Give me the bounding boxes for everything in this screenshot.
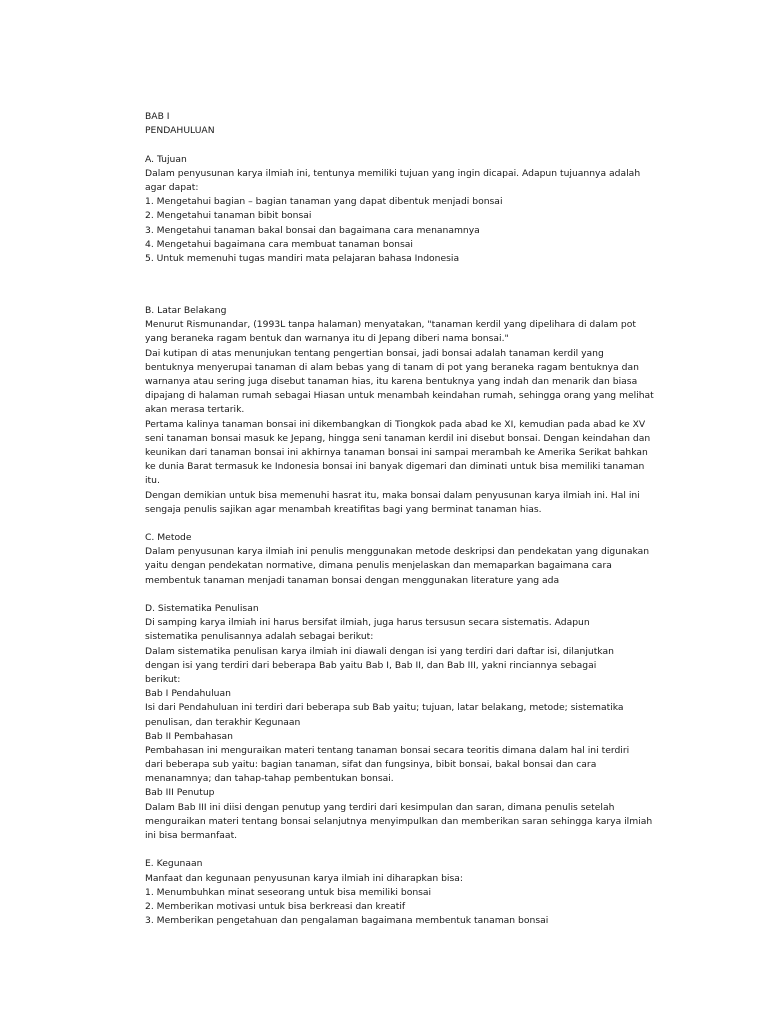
section-metode (145, 531, 665, 588)
section-tujuan (145, 153, 665, 267)
section-latar-belakang (145, 304, 665, 517)
spacer (145, 517, 665, 531)
section-sistematika (145, 602, 665, 843)
paragraph-line: menguraikan materi tentang bonsai selanjutnya menyimpulkan dan memberikan saran sehingga karya ilmiah (145, 815, 653, 827)
paragraph-line: itu. (145, 475, 160, 487)
section-kegunaan (145, 857, 665, 928)
paragraph-line: Dalam Bab III ini diisi dengan penutup yang terdiri dari kesimpulan dan saran, dimana penulis setelah (145, 801, 615, 813)
list-item: 3. Mengetahui tanaman bakal bonsai dan bagaimana cara menanamnya (145, 224, 480, 236)
paragraph-line: yang beraneka ragam bentuk dan warnanya itu di Jepang diberi nama bonsai." (145, 333, 509, 345)
paragraph-line: Manfaat dan kegunaan penyusunan karya ilmiah ini diharapkan bisa: (145, 872, 463, 884)
paragraph-line: ke dunia Barat termasuk ke Indonesia bonsai ini banyak digemari dan diminati untuk bisa memiliki tanaman (145, 461, 645, 473)
section-heading: A. Tujuan (145, 153, 187, 165)
list-item: 1. Menumbuhkan minat seseorang untuk bisa memiliki bonsai (145, 886, 432, 898)
paragraph-line: Dengan demikian untuk bisa memenuhi hasrat itu, maka bonsai dalam penyusunan karya ilmiah ini. Hal ini (145, 489, 640, 501)
chapter-title: PENDAHULUAN (145, 125, 215, 137)
paragraph-line: berikut: (145, 673, 181, 685)
document-page (145, 110, 665, 928)
paragraph-line: bentuknya menyerupai tanaman di alam bebas yang di tanam di pot yang beraneka ragam bentuknya dan (145, 361, 639, 373)
chapter-number: BAB I (145, 111, 170, 122)
section-heading: E. Kegunaan (145, 858, 203, 870)
paragraph-line: Menurut Rismunandar, (1993L tanpa halaman) menyatakan, "tanaman kerdil yang dipelihara di dalam pot (145, 319, 636, 331)
list-item: 1. Mengetahui bagian – bagian tanaman yang dapat dibentuk menjadi bonsai (145, 196, 503, 208)
paragraph-line: Isi dari Pendahuluan ini terdiri dari beberapa sub Bab yaitu; tujuan, latar belakang, metode; sistematika (145, 702, 624, 714)
list-item: 3. Memberikan pengetahuan dan pengalaman bagaimana membentuk tanaman bonsai (145, 915, 549, 927)
list-item: 4. Mengetahui bagaimana cara membuat tanaman bonsai (145, 238, 413, 250)
subheading-bab-3: Bab III Penutup (145, 787, 215, 799)
paragraph-line: sistematika penulisannya adalah sebagai berikut: (145, 631, 374, 643)
paragraph-line: keunikan dari tanaman bonsai ini akhirnya tanaman bonsai ini sampai merambah ke Amerika Serikat bahkan (145, 446, 648, 458)
spacer (145, 138, 665, 152)
paragraph-line: yaitu dengan pendekatan normative, dimana penulis menjelaskan dan memaparkan bagaimana cara (145, 560, 612, 572)
section-heading: C. Metode (145, 532, 192, 544)
paragraph-line: Dai kutipan di atas menunjukan tentang pengertian bonsai, jadi bonsai adalah tanaman kerdil yang (145, 347, 604, 359)
subheading-bab-2: Bab II Pembahasan (145, 730, 233, 742)
list-item: 5. Untuk memenuhi tugas mandiri mata pelajaran bahasa Indonesia (145, 252, 460, 264)
paragraph-line: dipajang di halaman rumah sebagai Hiasan untuk menambah keindahan rumah, sehingga orang yang melihat (145, 390, 654, 402)
paragraph-line: sengaja penulis sajikan agar menambah kreatifitas bagi yang berminat tanaman hias. (145, 503, 542, 515)
list-item: 2. Mengetahui tanaman bibit bonsai (145, 210, 312, 222)
list-item: 2. Memberikan motivasi untuk bisa berkreasi dan kreatif (145, 900, 406, 912)
spacer (145, 266, 665, 304)
paragraph-line: menanamnya; dan tahap-tahap pembentukan bonsai. (145, 773, 394, 785)
paragraph-line: Pembahasan ini menguraikan materi tentang tanaman bonsai secara teoritis dimana dalam hal ini terdiri (145, 744, 630, 756)
paragraph-line: Dalam penyusunan karya ilmiah ini, tentunya memiliki tujuan yang ingin dicapai. Adapun tujuannya adalah (145, 167, 641, 179)
spacer (145, 588, 665, 602)
paragraph-line: akan merasa tertarik. (145, 404, 245, 416)
paragraph-line: membentuk tanaman menjadi tanaman bonsai dengan menggunakan literature yang ada (145, 574, 560, 586)
paragraph-line: penulisan, dan terakhir Kegunaan (145, 716, 301, 728)
paragraph-line: agar dapat: (145, 181, 199, 193)
paragraph-line: ini bisa bermanfaat. (145, 830, 238, 841)
paragraph-line: dengan isi yang terdiri dari beberapa Bab yaitu Bab I, Bab II, dan Bab III, yakni rinciannya sebagai (145, 659, 597, 671)
paragraph-line: dari beberapa sub yaitu: bagian tanaman, sifat dan fungsinya, bibit bonsai, bakal bonsai dan cara (145, 759, 597, 771)
paragraph-line: Pertama kalinya tanaman bonsai ini dikembangkan di Tiongkok pada abad ke XI, kemudian pada abad ke XV (145, 418, 646, 430)
paragraph-line: seni tanaman bonsai masuk ke Jepang, hingga seni tanaman kerdil ini disebut bonsai. Dengan keindahan dan (145, 432, 651, 444)
subheading-bab-1: Bab I Pendahuluan (145, 688, 231, 700)
spacer (145, 843, 665, 857)
section-heading: B. Latar Belakang (145, 305, 227, 317)
paragraph-line: warnanya atau sering juga disebut tanaman hias, itu karena bentuknya yang indah dan menarik dan biasa (145, 376, 638, 387)
section-heading: D. Sistematika Penulisan (145, 603, 259, 614)
paragraph-line: Dalam penyusunan karya ilmiah ini penulis menggunakan metode deskripsi dan pendekatan yang digunakan (145, 546, 650, 558)
paragraph-line: Dalam sistematika penulisan karya ilmiah ini diawali dengan isi yang terdiri dari daftar isi, dilanjutkan (145, 645, 614, 657)
paragraph-line: Di samping karya ilmiah ini harus bersifat ilmiah, juga harus tersusun secara sistematis. Adapun (145, 617, 590, 629)
